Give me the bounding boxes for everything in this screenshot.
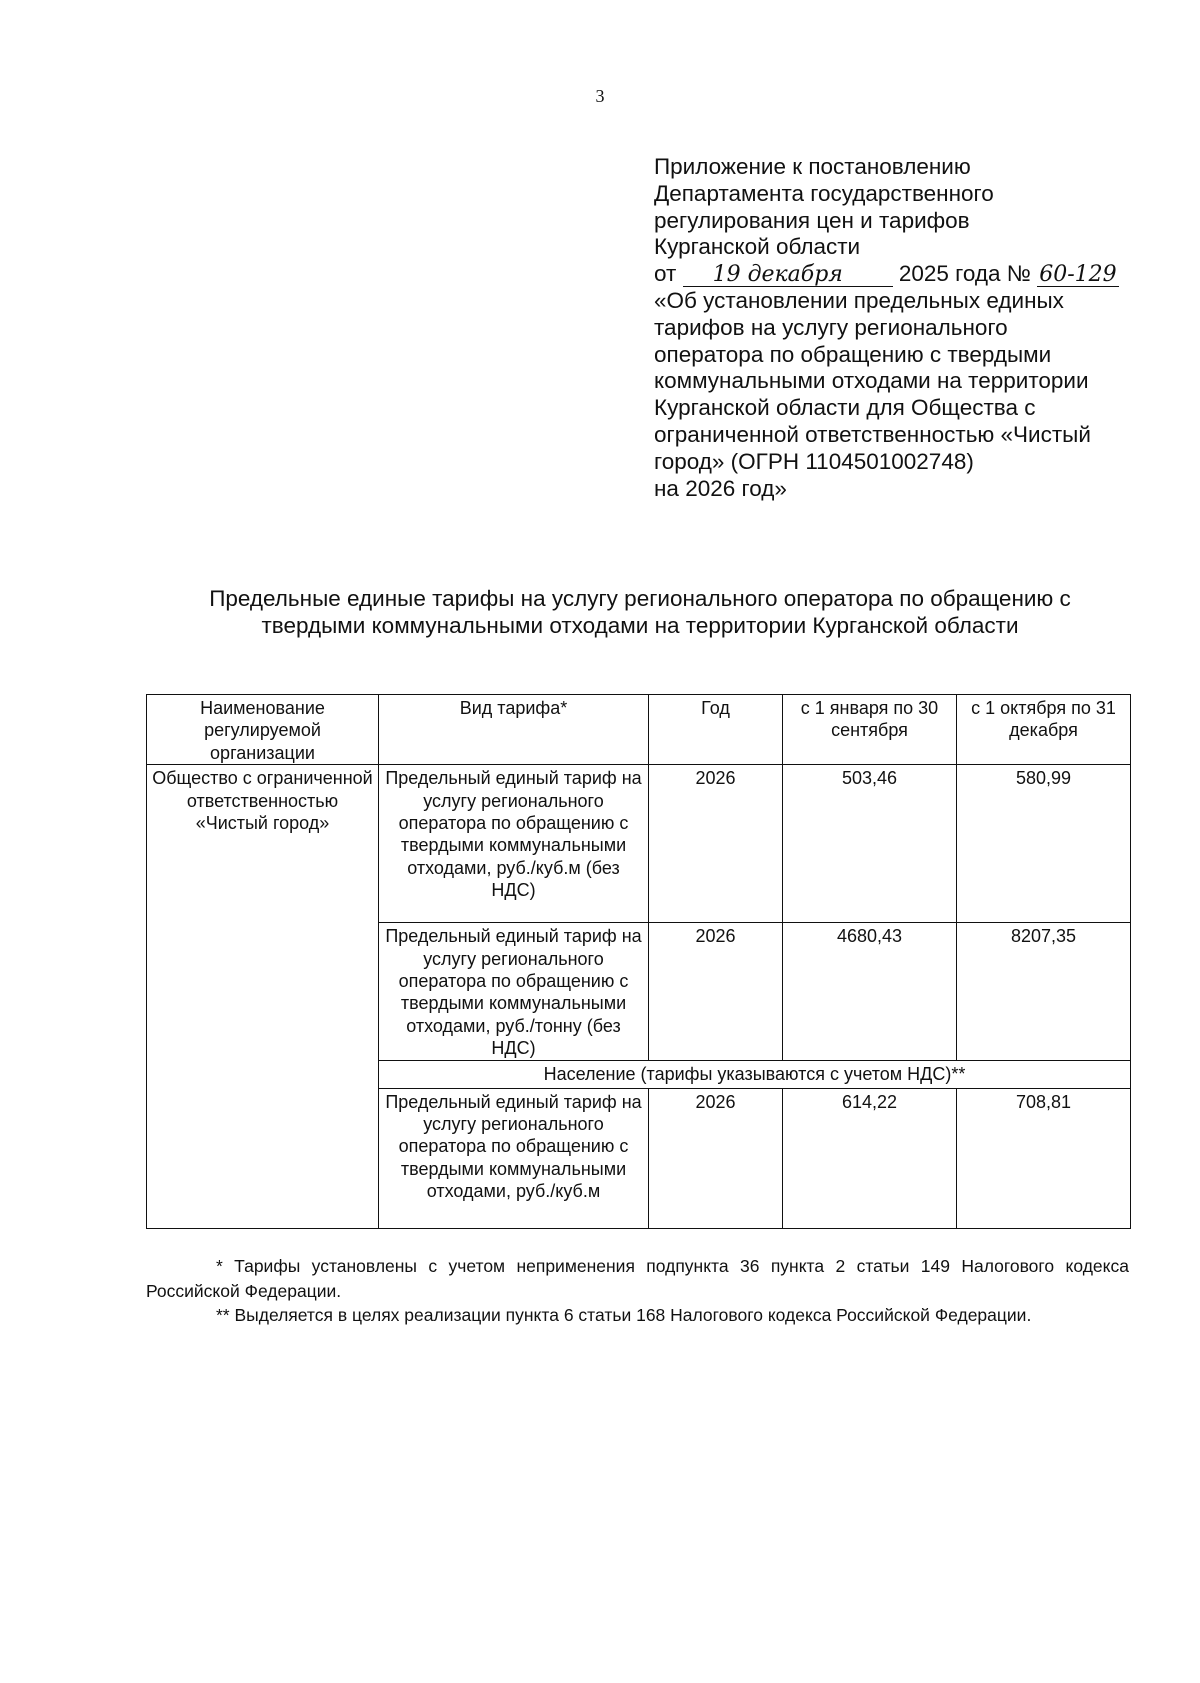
tariff-table — [146, 694, 1131, 1229]
tariff-cell: Предельный единый тариф на услугу регионального оператора по обращению с твердыми коммунальными отходами, руб./куб.м — [379, 1088, 649, 1228]
appendix-line: Приложение к постановлению — [654, 154, 971, 179]
appendix-title-line: коммунальными отходами на территории — [654, 368, 1089, 394]
appendix-title-line: город» (ОГРН 1104501002748) — [654, 448, 974, 474]
organization-cell: Общество с ограниченной ответственностью «Чистый город» — [147, 765, 379, 1228]
appendix-line: Департамента государственного — [654, 180, 994, 206]
population-cell: Население (тарифы указываются с учетом НДС)** — [379, 1060, 1131, 1088]
appendix-title-line: на 2026 год» — [654, 475, 787, 501]
document-heading — [130, 585, 1150, 639]
handwritten-number: 60-129 — [1037, 264, 1119, 287]
heading-line: твердыми коммунальными отходами на территории Курганской области — [261, 613, 1019, 638]
footnotes — [146, 1254, 1129, 1328]
year-cell: 2026 — [649, 765, 783, 923]
table-header-row — [147, 695, 1131, 765]
header-period-1: с 1 января по 30 сентября — [783, 695, 957, 765]
year-cell: 2026 — [649, 1088, 783, 1228]
page-number: 3 — [595, 86, 605, 106]
appendix-title-line: ограниченной ответственностью «Чистый — [654, 421, 1091, 447]
header-period-2: с 1 октября по 31 декабря — [957, 695, 1131, 765]
header-tariff-type: Вид тарифа* — [379, 695, 649, 765]
year-text: 2025 года № — [898, 261, 1031, 287]
appendix-line: Курганской области — [654, 234, 861, 260]
header-org: Наименование регулируемой организации — [147, 695, 379, 765]
tariff-cell: Предельный единый тариф на услугу регионального оператора по обращению с твердыми коммунальными отходами, руб./тонну (без НДС) — [379, 923, 649, 1060]
footnote-2: ** Выделяется в целях реализации пункта 6 статьи 168 Налогового кодекса Российской Федерации. — [216, 1305, 1032, 1325]
period-1-cell: 503,46 — [783, 765, 957, 923]
table-row — [147, 765, 1131, 923]
appendix-block — [654, 154, 1124, 502]
appendix-line: регулирования цен и тарифов — [654, 207, 970, 233]
tariff-cell: Предельный единый тариф на услугу регионального оператора по обращению с твердыми коммунальными отходами, руб./куб.м (без НДС) — [379, 765, 649, 923]
handwritten-date: 19 декабря — [683, 264, 893, 287]
appendix-title-line: оператора по обращению с твердыми — [654, 341, 1052, 367]
date-prefix: от — [654, 261, 677, 287]
period-2-cell: 8207,35 — [957, 923, 1131, 1060]
period-2-cell: 708,81 — [957, 1088, 1131, 1228]
heading-line: Предельные единые тарифы на услугу регионального оператора по обращению с — [209, 586, 1071, 611]
appendix-date-line — [654, 261, 1124, 288]
period-2-cell: 580,99 — [957, 765, 1131, 923]
appendix-title-line: тарифов на услугу регионального — [654, 314, 1008, 340]
year-cell: 2026 — [649, 923, 783, 1060]
period-1-cell: 614,22 — [783, 1088, 957, 1228]
header-year: Год — [649, 695, 783, 765]
footnote-1: * Тарифы установлены с учетом неприменения подпункта 36 пункта 2 статьи 149 Налогового кодекса Российской Федерации. — [146, 1256, 1129, 1301]
period-1-cell: 4680,43 — [783, 923, 957, 1060]
appendix-title-line: «Об установлении предельных единых — [654, 287, 1064, 313]
appendix-title-line: Курганской области для Общества с — [654, 395, 1036, 421]
